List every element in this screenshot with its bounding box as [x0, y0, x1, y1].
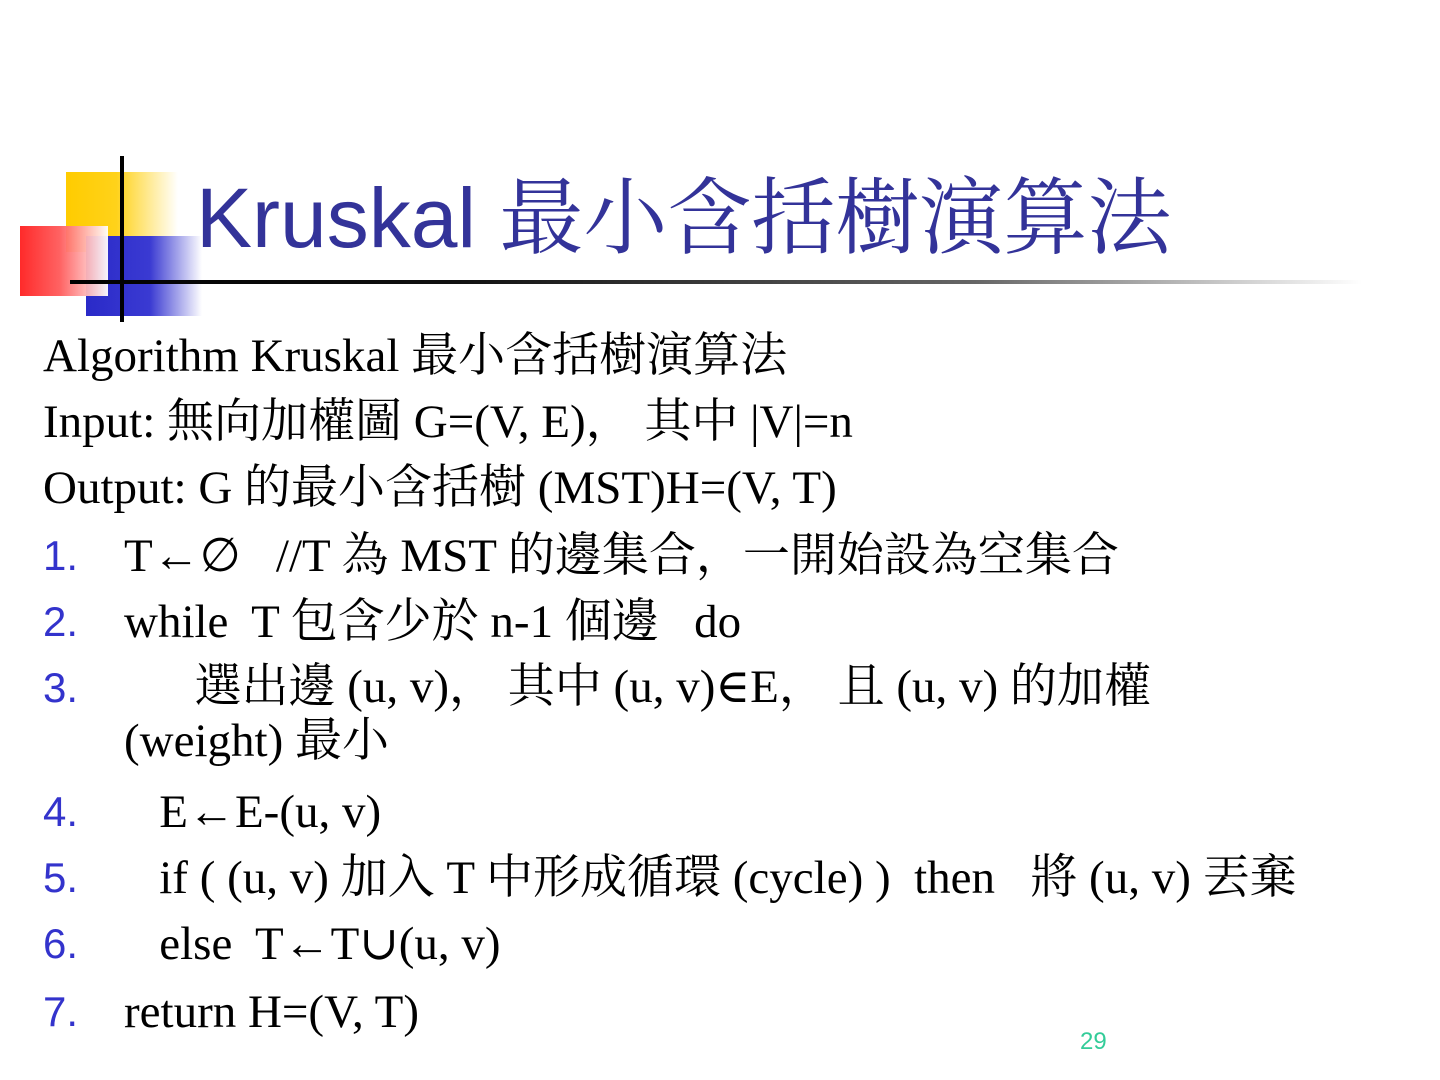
- algorithm-header: Algorithm Kruskal 最小含括樹演算法: [43, 330, 788, 382]
- step-text: 選出邊 (u, v)， 其中 (u, v)∈E， 且 (u, v) 的加權 (weight) 最小: [124, 661, 1163, 767]
- step-text: while T 包含少於 n-1 個邊 do: [124, 596, 742, 648]
- step-number: 5.: [43, 854, 79, 901]
- step-number: 1.: [43, 532, 79, 579]
- step-text: E←E-(u, v): [124, 786, 382, 838]
- step-text: else T←T∪(u, v): [124, 918, 501, 970]
- step-text: T←∅ //T 為 MST 的邊集合，一開始設為空集合: [124, 530, 1119, 582]
- algorithm-output: Output: G 的最小含括樹 (MST)H=(V, T): [43, 462, 837, 514]
- slide-title: Kruskal 最小含括樹演算法: [196, 171, 1172, 265]
- step-text: if ( (u, v) 加入 T 中形成循環 (cycle) ) then 將 (u, v) 丟棄: [124, 852, 1297, 904]
- step-number: 6.: [43, 920, 79, 967]
- step-number: 3.: [43, 664, 79, 711]
- step-number: 2.: [43, 598, 79, 645]
- step-number: 7.: [43, 988, 79, 1035]
- step-number: 4.: [43, 788, 79, 835]
- algorithm-input: Input: 無向加權圖 G=(V, E)， 其中 |V|=n: [43, 396, 853, 448]
- page-number: 29: [1080, 1028, 1107, 1055]
- step-text: return H=(V, T): [124, 986, 419, 1038]
